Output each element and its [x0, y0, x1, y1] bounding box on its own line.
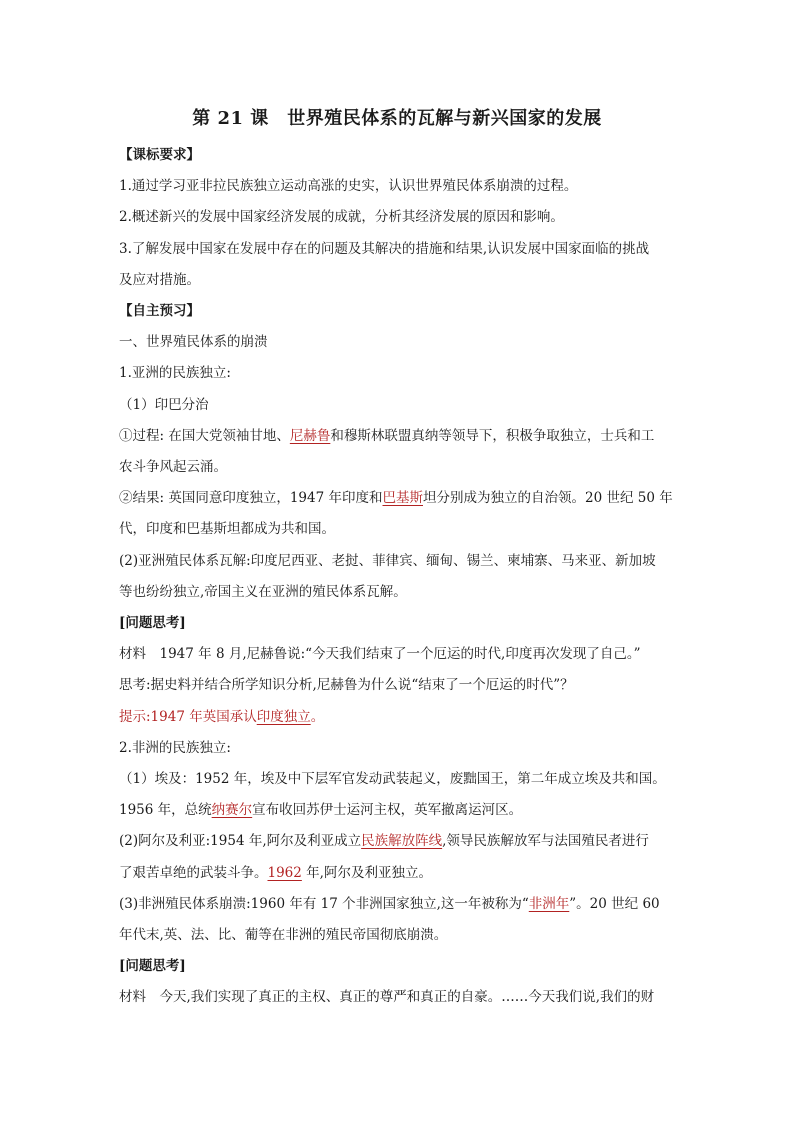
- text-line: 一、世界殖民体系的崩溃: [119, 334, 268, 351]
- text-line: (2)亚洲殖民体系瓦解:印度尼西亚、老挝、菲律宾、缅甸、锡兰、柬埔寨、马来亚、新加坡: [119, 552, 656, 569]
- highlighted-answer: 非洲年: [528, 895, 570, 912]
- line-text: 1956 年，总统: [119, 802, 212, 819]
- line-text: 年,阿尔及利亚独立。: [301, 864, 432, 881]
- highlighted-answer: 民族解放阵线: [361, 833, 443, 850]
- text-line: 2.非洲的民族独立:: [119, 739, 231, 756]
- text-line: 思考:据史料并结合所学知识分析,尼赫鲁为什么说“结束了一个厄运的时代”？: [119, 677, 574, 694]
- line-text: 。: [310, 708, 325, 725]
- text-line: 及应对措施。: [119, 271, 200, 288]
- text-line: 1.通过学习亚非拉民族独立运动高涨的史实，认识世界殖民体系崩溃的过程。: [119, 178, 578, 195]
- highlighted-answer: 印度独立: [256, 708, 311, 725]
- line-text: 坦分别成为独立的自治领。20 世纪 50 年: [423, 490, 673, 507]
- text-line: （1）印巴分治: [119, 396, 209, 413]
- line-text: 提示:1947 年英国承认: [119, 708, 257, 725]
- text-line: （1）埃及：1952 年，埃及中下层军官发动武装起义，废黜国王，第二年成立埃及共和国。: [119, 771, 666, 787]
- line-text: 了艰苦卓绝的武装斗争。: [119, 864, 268, 881]
- lesson-title: 第 21 课 世界殖民体系的瓦解与新兴国家的发展: [192, 108, 602, 129]
- text-line: [119, 863, 689, 883]
- line-text: ①过程: 在国大党领袖甘地、: [119, 427, 290, 444]
- text-line: 年代末,英、法、比、葡等在非洲的殖民帝国彻底崩溃。: [119, 927, 448, 943]
- line-text: 宣布收回苏伊士运河主权，英军撤离运河区。: [252, 802, 523, 819]
- text-line: 等也纷纷独立,帝国主义在亚洲的殖民体系瓦解。: [119, 583, 407, 600]
- line-text: (3)非洲殖民体系崩溃:1960 年有 17 个非洲国家独立,这一年被称为“: [119, 895, 529, 912]
- text-line: 3.了解发展中国家在发展中存在的问题及其解决的措施和结果,认识发展中国家面临的挑战: [119, 240, 650, 257]
- highlighted-answer: 纳赛尔: [211, 802, 253, 819]
- text-line: [119, 894, 689, 914]
- text-line: [119, 831, 689, 851]
- text-line: [119, 488, 689, 508]
- text-line: 2.概述新兴的发展中国家经济发展的成就，分析其经济发展的原因和影响。: [119, 209, 564, 226]
- highlighted-answer: 巴基斯: [382, 490, 423, 507]
- section-heading: 【自主预习】: [119, 303, 200, 319]
- text-line: [119, 707, 689, 727]
- section-heading: [问题思考]: [119, 958, 186, 975]
- line-text: 和穆斯林联盟真纳等领导下，积极争取独立，士兵和工: [330, 427, 655, 444]
- section-heading: 【课标要求】: [119, 147, 200, 163]
- text-line: [119, 800, 689, 820]
- text-line: [119, 426, 689, 446]
- text-line: 1.亚洲的民族独立:: [119, 365, 231, 382]
- line-text: (2)阿尔及利亚:1954 年,阿尔及利亚成立: [119, 833, 362, 850]
- text-line: 材料 1947 年 8 月,尼赫鲁说:“今天我们结束了一个厄运的时代,印度再次发现了自己。”: [119, 646, 641, 663]
- highlighted-answer: 尼赫鲁: [289, 427, 331, 444]
- highlighted-answer: 1962: [267, 864, 302, 881]
- line-text: ”。20 世纪 60: [569, 895, 660, 912]
- text-line: 材料 今天,我们实现了真正的主权、真正的尊严和真正的自豪。……今天我们说,我们的财: [119, 989, 655, 1006]
- text-line: 代，印度和巴基斯坦都成为共和国。: [119, 521, 335, 538]
- line-text: ②结果: 英国同意印度独立，1947 年印度和: [119, 490, 383, 507]
- section-heading: [问题思考]: [119, 615, 186, 631]
- text-line: 农斗争风起云涌。: [119, 459, 227, 475]
- line-text: ,领导民族解放军与法国殖民者进行: [442, 833, 649, 850]
